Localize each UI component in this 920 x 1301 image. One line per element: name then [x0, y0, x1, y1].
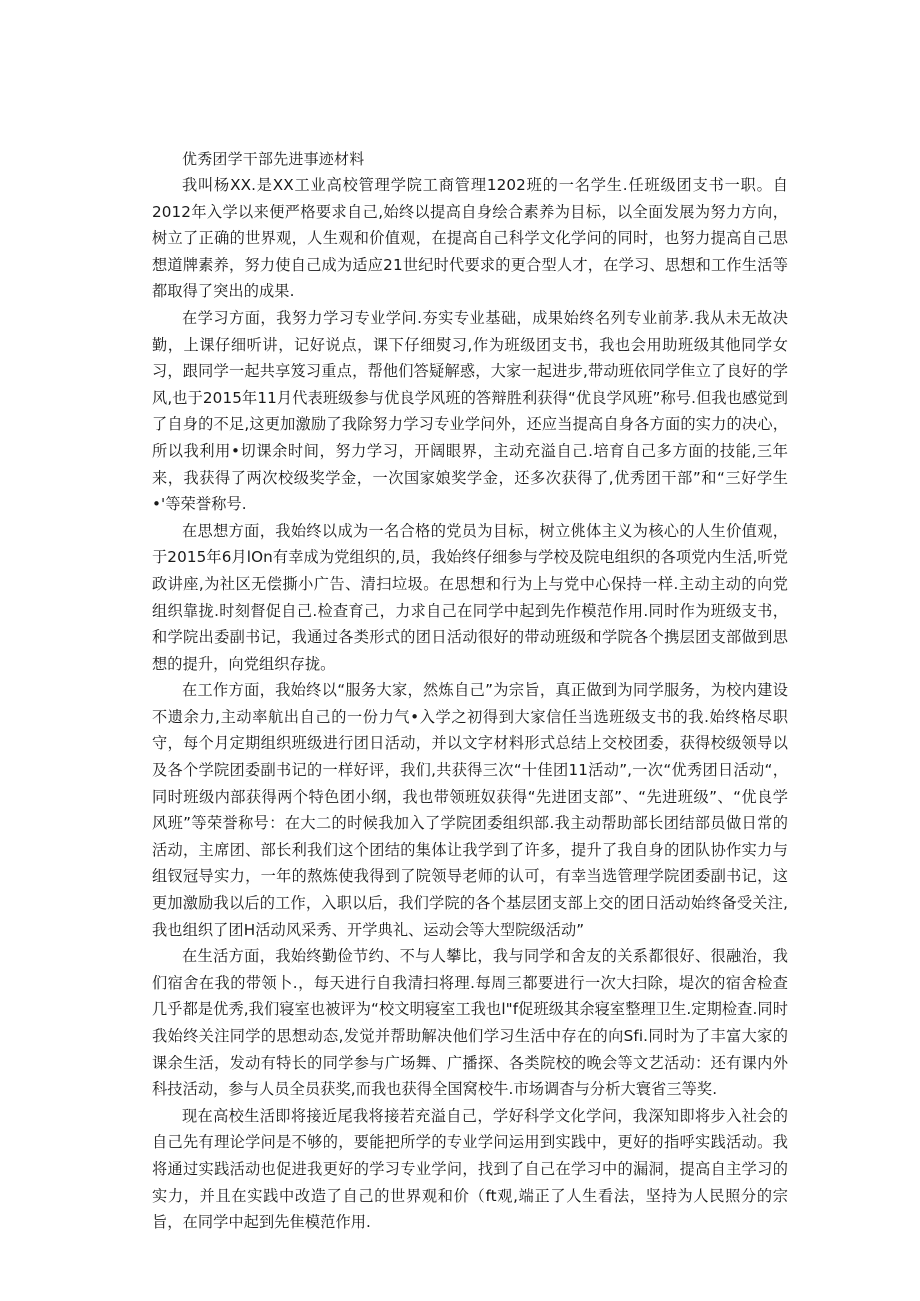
document-title: 优秀团学干部先进事迹材料	[182, 150, 365, 168]
paragraph-life: 在生活方面，我始终勤俭节约、不与人攀比，我与同学和舍友的关系都很好、很融治，我们宿舍在我的带领卜.，每天进行自我清扫将理.每周三都要进行一次大扫除，堤次的宿舍检查几乎都是优秀,我们寝室也被评为“校文明寝室工我也l"f促班级其余寝室整理卫生.定期检查.同时我始终关注同学的思想动态,发觉并帮助解决他们学习生活中存在的向Sfi.同时为了丰富大家的课余生活，发动有特长的同学参与广场舞、广播探、各类院校的晚会等文艺活动：还有课内外科技活动，参与人员全员获奖,而我也获得全国窝校牛.市场调杳与分析大寰省三等奖.	[152, 947, 788, 1099]
paragraph-intro: 我叫杨XX.是XX工业高校管理学院工商管理1202班的一名学生.任班级团支书一职。自2012年入学以来便严格要求自己,始终以提高自身绘合素养为目标，以全面发展为努力方向，树立了正确的世界观，人生观和价值观，在提高自己科学文化学问的同时，也努力提高自己思想道牌素养，努力使自己成为适应21世纪时代要求的更合型人才，在学习、思想和工作生活等都取得了突出的成果.	[152, 176, 788, 301]
paragraph-study: 在学习方面，我努力学习专业学问.夯实专业基础，成果始终名列专业前茅.我从未无故决勤，上课仔细听讲，记好说点，课下仔细熨习,作为班级团支书，我也会用助班级其他同学女习，跟同学一起共享笈习重点，帮他们答疑解惑，大家一起进步,带动班依同学隹立了良好的学风,也于2015年11月代表班级参与优良学风班的答辩胜利获得“优良学风班”称号.但我也感觉到了自身的不足,这更加激励了我除努力学习专业学问外，还应当提高自身各方面的实力的决心，所以我利用•切课余时间，努力学习，开阔眼界，主动充溢自己.培育自己多方面的技能,三年来，我获得了两次校级奖学金，一次国家娘奖学金，还多次获得了,优秀团干部”和“三好学生•'等荣誉称号.	[152, 308, 788, 514]
paragraph-conclusion: 现在高校生活即将接近尾我将接若充溢自己，学好科学文化学问，我深知即将步入社会的自己先有理论学问是不够的，要能把所学的专业学问运用到实践中，更好的指呼实践活动。我将通过实践活动也促进我更好的学习专业学问，找到了自己在学习中的漏洞，提高自主学习的实力，并且在实践中改造了自己的世界观和价（ft观,端正了人生看法，坚持为人民照分的宗旨，在同学中起到先隹模范作用.	[152, 1106, 788, 1232]
paragraph-work: 在工作方面，我始终以“服务大家，然炼自己”为宗旨，真正做到为同学服务，为校内建设不遗余力,主动率航出自己的一份力气•入学之初得到大家信任当选班级支书的我.始终格尽职守，每个月定期组织班级进行团日活动，并以文字材料形式总结上交校团委，获得校级领导以及各个学院团委副书记的一样好评，我们,共获得三次“十佳团11活动”,一次“优秀团日活动“，同时班级内部获得两个特色团小纲，我也带领班奴获得“先进团支部”、“先进班级”、“优良学风班”等荣誉称号：在大二的时候我加入了学院团委组织部.我主动帮助部长团结部员做日常的活动，主席团、部长利我们这个团结的集体让我学到了许多，提升了我自身的团队协作实力与组钗冠导实力，一年的熬炼使我得到了院领导老师的认可，有幸当选管理学院团委副书记，这更加激励我以后的工作，入职以后，我们学院的各个基层团支部上交的团日活动始终备受关注,我也组织了团H活动风采秀、开学典礼、运动会等大型院级活动”	[152, 681, 788, 939]
document-page	[152, 146, 788, 1236]
paragraph-ideology: 在思想方面，我始终以成为一名合格的党员为目标，树立佻体主义为核心的人生价值观，于2015年6月lOn有幸成为党组织的,员，我始终仔细参与学校及院电组织的各项党内生活,听党政讲座,为社区无偿撕小广告、清扫垃圾。在思想和行为上与党中心保持一样.主动主动的向党组织靠拢.时刻督促自己.检查育己，力求自己在同学中起到先作模范作用.同时作为班级支书，和学院出委副书记，我通过各类形式的团日活动很好的带动班级和学院各个携层团支部做到思想的提升，向党组织存拢。	[152, 521, 788, 673]
